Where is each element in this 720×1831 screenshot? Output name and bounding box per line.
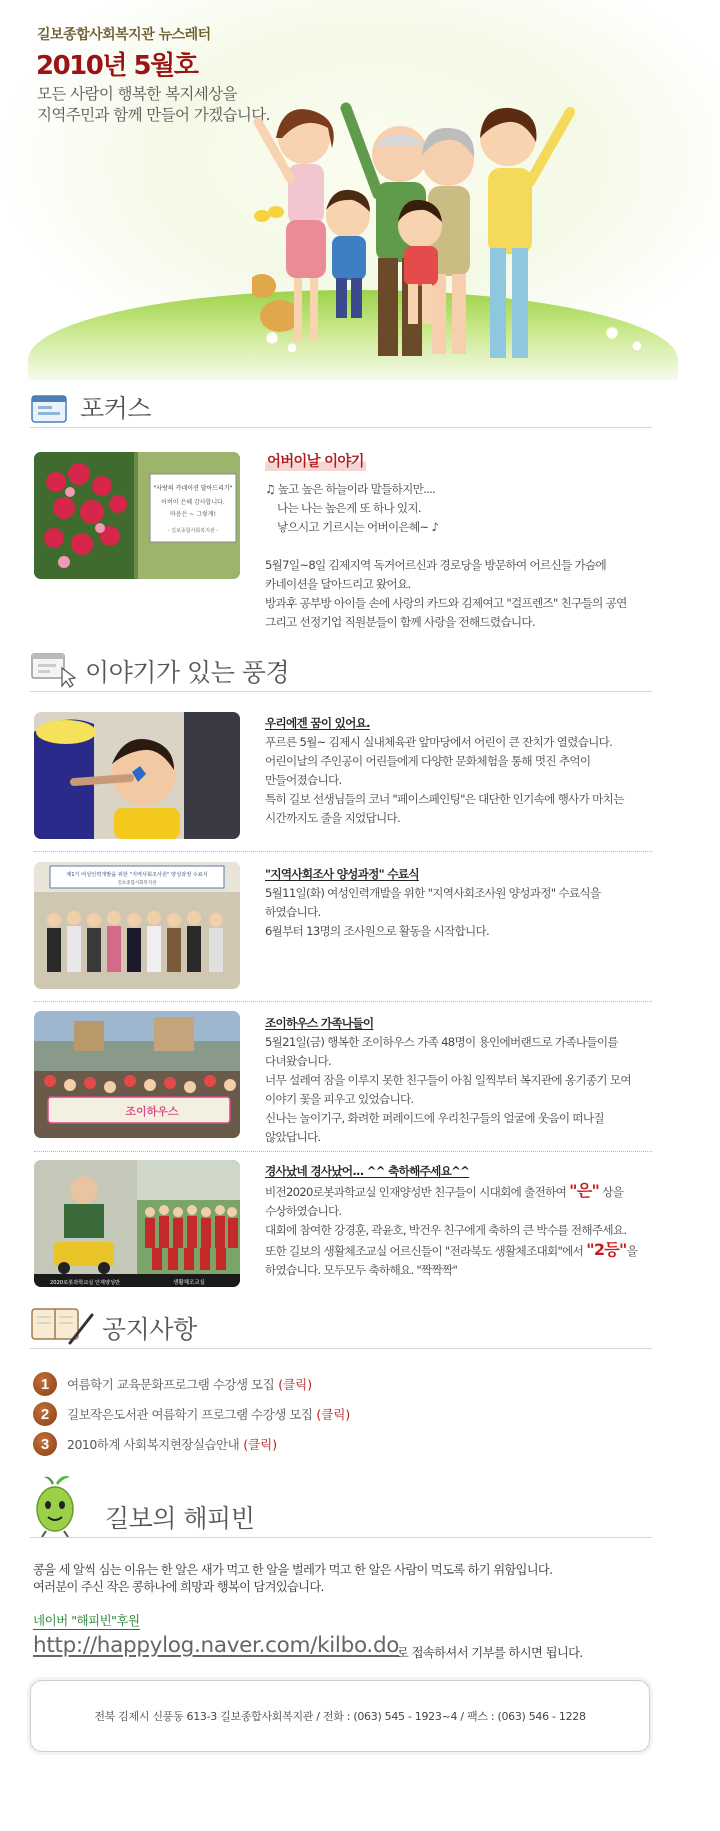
document-window-icon [30,392,70,424]
focus-body: 5월7일~8일 김제지역 독거어르신과 경로당을 방문하여 어르신들 가슴에 카네이션을 달아드리고 왔어요. 방과후 공부방 아이들 손에 사랑의 카드와 김제여고 "걸프렌즈" 친구들의 공연 그리고 선정기업 직원분들이 함께 사랑을 전해드렸습니다. [265,558,627,629]
notice-item-1[interactable] [33,1372,312,1396]
notice-number-badge: 1 [33,1372,57,1396]
newsletter-org: 길보종합사회복지관 뉴스레터 [37,27,211,43]
section-title-happybean: 길보의 해피빈 [30,1490,652,1538]
story-photo-family-outing [34,1011,240,1138]
notice-number-badge: 3 [33,1432,57,1456]
section-title-stories: 이야기가 있는 풍경 [30,652,652,692]
story-divider [34,1151,652,1152]
section-title-focus: 포커스 [30,388,652,428]
bean-mascot-icon [30,1473,82,1537]
svg-text:"사랑의 카네이션 달아드리기": "사랑의 카네이션 달아드리기" [153,485,233,492]
notice-click-link[interactable]: (클릭) [243,1437,278,1452]
notice-text: 길보작은도서관 여름학기 프로그램 수강생 모집 [67,1407,313,1422]
focus-article-title: 어버이날 이야기 [265,450,366,471]
svg-text:생활체조교실: 생활체조교실 [173,1280,205,1286]
story-divider [34,1001,652,1002]
notice-item-2[interactable] [33,1402,350,1426]
story-2-title: "지역사회조사 양성과정" 수료식 [265,867,419,881]
window-cursor-icon [30,650,78,688]
focus-photo-carnation [34,452,240,579]
footer-address: 전북 김제시 신풍동 613-3 길보종합사회복지관 / 전화 : (063) 545 - 1923~4 / 팩스 : (063) 546 - 1228 [94,1710,586,1723]
happybean-naver-label: 네이버 "해피빈"후원 [33,1613,140,1628]
story-4-title: 경사났네 경사났어... ^^ 축하해주세요^^ [265,1164,470,1178]
award-silver: "은" [569,1181,600,1200]
svg-text:어버이 은혜 감사합니다.: 어버이 은혜 감사합니다. [161,499,225,506]
svg-text:조이하우스: 조이하우스 [125,1105,179,1118]
family-illustration [252,98,672,378]
happybean-instruction: 로 접속하셔서 기부를 하시면 됩니다. [397,1646,583,1660]
story-photo-graduation [34,862,240,989]
notebook-pen-icon [30,1301,96,1345]
story-3-title: 조이하우스 가족나들이 [265,1016,374,1030]
butterfly-icon [254,206,284,222]
svg-text:2020로봇과학교실 인재양성반: 2020로봇과학교실 인재양성반 [50,1280,120,1286]
svg-text:길보종합사회복지관: 길보종합사회복지관 [117,881,157,886]
notice-text: 여름학기 교육문화프로그램 수강생 모집 [67,1377,275,1392]
footer-address-box [30,1680,650,1752]
happybean-url-link[interactable]: http://happylog.naver.com/kilbo.do [33,1633,400,1658]
newsletter-header [0,0,720,380]
story-photo-face-painting [34,712,240,839]
focus-poem: ♫ 높고 높은 하늘이라 말들하지만.... 나는 나는 높은게 또 하나 있지. 낳으시고 기르시는 어버이은혜~ ♪ [265,482,439,534]
svg-text:마음은 ~ 그렇게!: 마음은 ~ 그렇게! [169,511,217,518]
story-2-text: "지역사회조사 양성과정" 수료식 5월11일(화) 여성인력개발을 위한 "지역사회조사원 양성과정" 수료식을 하였습니다. 6월부터 13명의 조사원으로 활동을 시작합니다. [265,865,665,941]
section-title-notices: 공지사항 [30,1309,652,1349]
story-1-text: 우리에겐 꿈이 있어요. 푸르른 5월~ 김제시 실내체육관 앞마당에서 어린이 큰 잔치가 열렸습니다. 어린이날의 주인공이 어린들에게 다양한 문화체험을 통해 멋진 추억이 만들어졌습니다. 특히 길보 선생님들의 코너 "페이스페인팅"은 대단한 인기속에 행사가 마치는 시간까지도 줄을 지었답니다. [265,714,665,828]
notice-item-3[interactable] [33,1432,277,1456]
happybean-description: 콩을 세 알씩 심는 이유는 한 알은 새가 먹고 한 알을 벌레가 먹고 한 알은 사람이 먹도록 하기 위함입니다. 여러분이 주신 작은 콩하나에 희망과 행복이 담겨있습니다. [33,1563,553,1594]
notice-click-link[interactable]: (클릭) [316,1407,351,1422]
story-divider [34,851,652,852]
notice-click-link[interactable]: (클릭) [278,1377,313,1392]
svg-text:- 길보종합사회복지관 -: - 길보종합사회복지관 - [167,528,219,534]
story-4-text: 경사났네 경사났어... ^^ 축하해주세요^^ 비전2020로봇과학교실 인재양성반 친구들이 시대회에 출전하여 "은" 상을 수상하였습니다. 대회에 참여한 강경훈, 곽윤호, 박건우 친구에게 축하의 큰 박수를 전해주세요. 또한 길보의 생활체조교실 어르신들이 "전라북도 생활체조대회"에서 "2등"을 하였습니다. 모두모두 축하해요. "짝짝짝" [265,1162,665,1280]
notice-number-badge: 2 [33,1402,57,1426]
award-second: "2등" [586,1240,627,1259]
newsletter-issue: 2010년 5월호 [36,51,198,81]
svg-text:제1기 여성인력개발을 위한 "지역사회조사원" 양성과정: 제1기 여성인력개발을 위한 "지역사회조사원" 양성과정 수료식 [66,872,208,878]
notice-text: 2010하계 사회복지현장실습안내 [67,1437,240,1452]
newsletter-slogan: 모든 사람이 행복한 복지세상을 지역주민과 함께 만들어 가겠습니다. [37,85,270,124]
story-1-title: 우리에겐 꿈이 있어요. [265,716,370,730]
story-photo-awards [34,1160,240,1287]
story-3-text: 조이하우스 가족나들이 5월21일(금) 행복한 조이하우스 가족 48명이 용인에버랜드로 가족나들이를 다녀왔습니다. 너무 설레여 잠을 이루지 못한 친구들이 아침 일찍부터 복지관에 옹기종기 모여 이야기 꽃을 피우고 있었습니다. 신나는 놀이기구, 화려한 퍼레이드에 우리친구들의 얼굴에 웃음이 떠나질 않았답니다. [265,1014,665,1147]
